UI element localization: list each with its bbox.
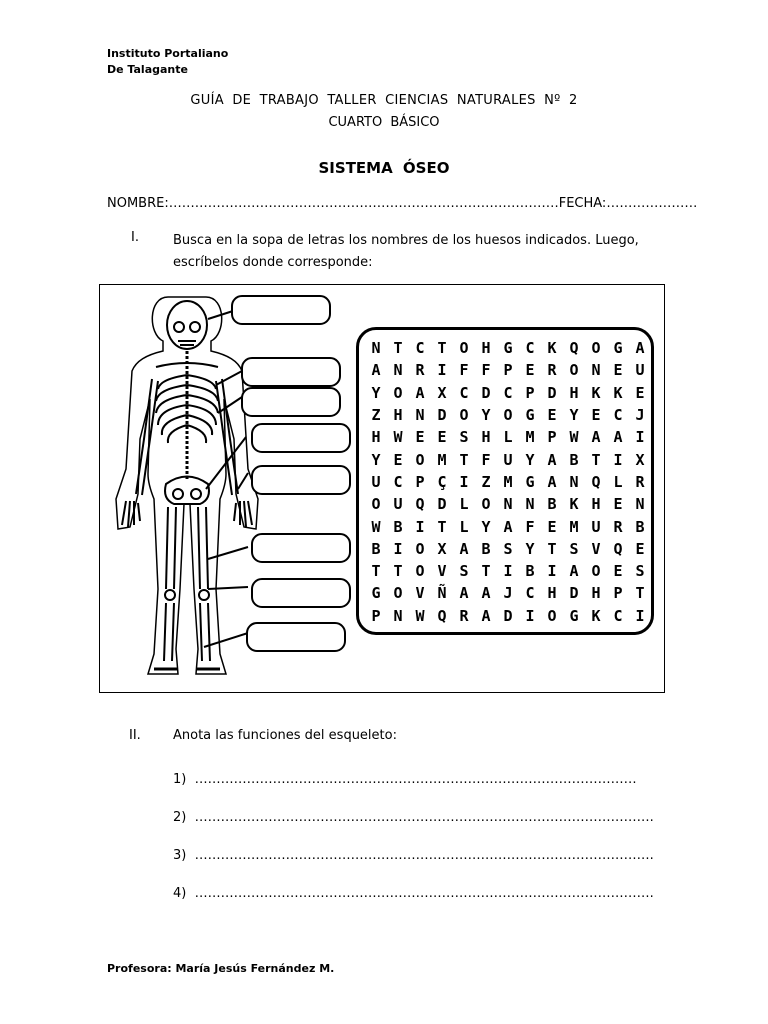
word-search-letter[interactable]: E bbox=[547, 406, 557, 425]
word-search-letter[interactable]: U bbox=[635, 361, 645, 380]
word-search-letter[interactable]: K bbox=[591, 606, 601, 625]
word-search-letter[interactable]: R bbox=[459, 606, 469, 625]
teacher-name: Profesora: María Jesús Fernández M. bbox=[107, 962, 335, 975]
word-search-letter[interactable]: X bbox=[437, 539, 447, 558]
word-search-letter[interactable]: U bbox=[371, 472, 381, 491]
word-search-letter[interactable]: C bbox=[525, 339, 535, 358]
word-search-letter[interactable]: G bbox=[503, 339, 513, 358]
word-search-letter[interactable]: A bbox=[569, 562, 579, 581]
institution-line-2: De Talagante bbox=[107, 63, 188, 76]
word-search-letter[interactable]: I bbox=[547, 562, 557, 581]
word-search-letter[interactable]: C bbox=[415, 339, 425, 358]
word-search-letter[interactable]: W bbox=[569, 428, 579, 447]
word-search-letter[interactable]: E bbox=[437, 428, 447, 447]
function-line-4[interactable] bbox=[173, 886, 654, 901]
word-search-letter[interactable]: G bbox=[371, 584, 381, 603]
word-search-letter[interactable]: H bbox=[393, 406, 403, 425]
word-search-letter[interactable]: K bbox=[547, 339, 557, 358]
bone-label-box-4[interactable] bbox=[251, 423, 351, 453]
word-search-row bbox=[365, 471, 651, 493]
section-1-numeral: I. bbox=[131, 230, 139, 245]
word-search-letter[interactable]: Q bbox=[569, 339, 579, 358]
bone-label-box-8[interactable] bbox=[246, 622, 346, 652]
word-search-letter[interactable]: W bbox=[393, 428, 403, 447]
word-search-letter[interactable]: I bbox=[635, 428, 645, 447]
word-search-letter[interactable]: T bbox=[393, 562, 403, 581]
word-search-letter[interactable]: F bbox=[481, 450, 491, 469]
word-search-letter[interactable]: D bbox=[437, 406, 447, 425]
word-search-letter[interactable]: B bbox=[393, 517, 403, 536]
word-search-letter[interactable]: C bbox=[459, 383, 469, 402]
word-search-letter[interactable]: H bbox=[591, 584, 601, 603]
word-search-letter[interactable]: W bbox=[415, 606, 425, 625]
word-search-letter[interactable]: S bbox=[635, 562, 645, 581]
word-search-letter[interactable]: V bbox=[591, 539, 601, 558]
word-search-letter[interactable]: X bbox=[437, 383, 447, 402]
word-search-letter[interactable]: T bbox=[371, 562, 381, 581]
word-search-letter[interactable]: Z bbox=[371, 406, 381, 425]
word-search-letter[interactable]: R bbox=[613, 517, 623, 536]
word-search-letter[interactable]: G bbox=[613, 339, 623, 358]
word-search-letter[interactable]: A bbox=[591, 428, 601, 447]
word-search-letter[interactable]: A bbox=[415, 383, 425, 402]
word-search-letter[interactable]: U bbox=[503, 450, 513, 469]
word-search-letter[interactable]: T bbox=[635, 584, 645, 603]
word-search-letter[interactable]: Y bbox=[525, 539, 535, 558]
word-search-row bbox=[365, 337, 651, 359]
word-search-letter[interactable]: Y bbox=[481, 517, 491, 536]
function-blank[interactable]: ………………………………………………………………………………………… bbox=[194, 772, 637, 787]
word-search-letter[interactable]: O bbox=[371, 495, 381, 514]
bone-label-box-2[interactable] bbox=[241, 357, 341, 387]
word-search-letter[interactable]: Q bbox=[591, 472, 601, 491]
word-search-letter[interactable]: D bbox=[437, 495, 447, 514]
word-search-letter[interactable]: A bbox=[481, 584, 491, 603]
word-search-letter[interactable]: O bbox=[547, 606, 557, 625]
word-search-letter[interactable]: Ç bbox=[437, 472, 447, 491]
word-search-letter[interactable]: A bbox=[547, 472, 557, 491]
word-search-letter[interactable]: E bbox=[613, 495, 623, 514]
function-blank[interactable]: ……………………………………………………………………………………………. bbox=[194, 810, 654, 825]
word-search-letter[interactable]: O bbox=[569, 361, 579, 380]
word-search-letter[interactable]: S bbox=[459, 562, 469, 581]
word-search-letter[interactable]: A bbox=[613, 428, 623, 447]
word-search-letter[interactable]: E bbox=[547, 517, 557, 536]
name-label: NOMBRE: bbox=[107, 196, 169, 211]
word-search-letter[interactable]: I bbox=[525, 606, 535, 625]
word-search-letter[interactable]: R bbox=[635, 472, 645, 491]
word-search-letter[interactable]: R bbox=[415, 361, 425, 380]
word-search-letter[interactable]: N bbox=[525, 495, 535, 514]
word-search-letter[interactable]: I bbox=[613, 450, 623, 469]
word-search-letter[interactable]: L bbox=[459, 495, 469, 514]
word-search-letter[interactable]: N bbox=[415, 406, 425, 425]
word-search-letter[interactable]: L bbox=[459, 517, 469, 536]
word-search-letter[interactable]: Q bbox=[415, 495, 425, 514]
word-search-row bbox=[365, 493, 651, 515]
word-search-letter[interactable]: O bbox=[459, 339, 469, 358]
word-search-letter[interactable]: N bbox=[371, 339, 381, 358]
word-search-letter[interactable]: B bbox=[635, 517, 645, 536]
word-search-letter[interactable]: E bbox=[635, 383, 645, 402]
word-search-letter[interactable]: N bbox=[569, 472, 579, 491]
word-search-letter[interactable]: C bbox=[503, 383, 513, 402]
word-search-letter[interactable]: P bbox=[525, 383, 535, 402]
bone-label-box-6[interactable] bbox=[251, 533, 351, 563]
section-2-instruction: Anota las funciones del esqueleto: bbox=[173, 728, 397, 743]
word-search-letter[interactable]: O bbox=[591, 339, 601, 358]
word-search-letter[interactable]: D bbox=[569, 584, 579, 603]
word-search-letter[interactable]: R bbox=[547, 361, 557, 380]
word-search-letter[interactable]: T bbox=[591, 450, 601, 469]
word-search-letter[interactable]: X bbox=[635, 450, 645, 469]
word-search-table bbox=[365, 337, 651, 627]
section-1-instruction: Busca en la sopa de letras los nombres de los huesos indicados. Luego, escríbelos donde corresponde: bbox=[173, 233, 639, 270]
word-search-letter[interactable]: G bbox=[525, 472, 535, 491]
word-search-letter[interactable]: O bbox=[415, 562, 425, 581]
word-search-letter[interactable]: A bbox=[503, 517, 513, 536]
word-search-letter[interactable]: I bbox=[393, 539, 403, 558]
word-search-letter[interactable]: N bbox=[393, 606, 403, 625]
word-search-letter[interactable]: C bbox=[525, 584, 535, 603]
word-search-letter[interactable]: I bbox=[415, 517, 425, 536]
function-line-2[interactable] bbox=[173, 810, 654, 825]
word-search-letter[interactable]: N bbox=[393, 361, 403, 380]
date-blank[interactable]: ………………… bbox=[606, 196, 698, 211]
word-search-letter[interactable]: N bbox=[503, 495, 513, 514]
student-info-line bbox=[107, 196, 697, 211]
institution-name bbox=[107, 46, 228, 78]
function-number: 1) bbox=[173, 772, 187, 787]
word-search-letter[interactable]: J bbox=[503, 584, 513, 603]
word-search-letter[interactable]: T bbox=[481, 562, 491, 581]
word-search-letter[interactable]: A bbox=[481, 606, 491, 625]
word-search-letter[interactable]: T bbox=[437, 339, 447, 358]
section-2-numeral: II. bbox=[129, 728, 141, 743]
word-search-letter[interactable]: I bbox=[459, 472, 469, 491]
word-search-letter[interactable]: Q bbox=[437, 606, 447, 625]
word-search-letter[interactable]: V bbox=[437, 562, 447, 581]
word-search-letter[interactable]: Y bbox=[371, 383, 381, 402]
word-search-letter[interactable]: I bbox=[503, 562, 513, 581]
word-search-letter[interactable]: M bbox=[525, 428, 535, 447]
word-search-row bbox=[365, 560, 651, 582]
word-search-letter[interactable]: F bbox=[481, 361, 491, 380]
word-search-letter[interactable]: D bbox=[503, 606, 513, 625]
word-search-letter[interactable]: Y bbox=[481, 406, 491, 425]
bone-label-box-3[interactable] bbox=[241, 387, 341, 417]
word-search-letter[interactable]: P bbox=[547, 428, 557, 447]
word-search-letter[interactable]: O bbox=[503, 406, 513, 425]
word-search-letter[interactable]: P bbox=[613, 584, 623, 603]
word-search-letter[interactable]: H bbox=[591, 495, 601, 514]
word-search-letter[interactable]: F bbox=[459, 361, 469, 380]
word-search-letter[interactable]: E bbox=[613, 361, 623, 380]
function-number: 3) bbox=[173, 848, 187, 863]
word-search-letter[interactable]: L bbox=[503, 428, 513, 447]
word-search-letter[interactable]: N bbox=[635, 495, 645, 514]
word-search-row bbox=[365, 426, 651, 448]
word-search-row bbox=[365, 382, 651, 404]
word-search-letter[interactable]: Z bbox=[481, 472, 491, 491]
word-search-letter[interactable]: Ñ bbox=[437, 584, 447, 603]
word-search-letter[interactable]: T bbox=[459, 450, 469, 469]
word-search-letter[interactable]: O bbox=[481, 495, 491, 514]
word-search-letter[interactable]: G bbox=[525, 406, 535, 425]
word-search-letter[interactable]: B bbox=[547, 495, 557, 514]
grade-level: CUARTO BÁSICO bbox=[328, 115, 440, 130]
word-search-letter[interactable]: E bbox=[393, 450, 403, 469]
name-blank[interactable]: ……………………………………………………………………………… bbox=[168, 196, 559, 211]
word-search-letter[interactable]: C bbox=[613, 606, 623, 625]
word-search-letter[interactable]: H bbox=[547, 584, 557, 603]
word-search-letter[interactable]: V bbox=[415, 584, 425, 603]
word-search-letter[interactable]: M bbox=[437, 450, 447, 469]
word-search-letter[interactable]: S bbox=[459, 428, 469, 447]
word-search-letter[interactable]: A bbox=[459, 584, 469, 603]
word-search-row bbox=[365, 448, 651, 470]
word-search-letter[interactable]: D bbox=[547, 383, 557, 402]
word-search-letter[interactable]: B bbox=[481, 539, 491, 558]
word-search-letter[interactable]: O bbox=[415, 539, 425, 558]
word-search-letter[interactable]: H bbox=[481, 428, 491, 447]
institution-line-1: Instituto Portaliano bbox=[107, 47, 229, 60]
bone-label-box-7[interactable] bbox=[251, 578, 351, 608]
word-search-letter[interactable]: S bbox=[503, 539, 513, 558]
function-number: 2) bbox=[173, 810, 187, 825]
word-search-row bbox=[365, 605, 651, 627]
page-title: SISTEMA ÓSEO bbox=[318, 159, 450, 177]
word-search-row bbox=[365, 582, 651, 604]
word-search-letter[interactable]: A bbox=[371, 361, 381, 380]
word-search-letter[interactable]: U bbox=[591, 517, 601, 536]
word-search-letter[interactable]: E bbox=[635, 539, 645, 558]
word-search-row bbox=[365, 538, 651, 560]
word-search-letter[interactable]: B bbox=[525, 562, 535, 581]
word-search-letter[interactable]: K bbox=[569, 495, 579, 514]
word-search-letter[interactable]: H bbox=[371, 428, 381, 447]
word-search-letter[interactable]: P bbox=[503, 361, 513, 380]
word-search-letter[interactable]: M bbox=[503, 472, 513, 491]
word-search-letter[interactable]: T bbox=[437, 517, 447, 536]
word-search-row bbox=[365, 515, 651, 537]
word-search-letter[interactable]: T bbox=[547, 539, 557, 558]
function-blank[interactable]: ……………………………………………………………………………………………. bbox=[194, 848, 654, 863]
word-search-letter[interactable]: A bbox=[547, 450, 557, 469]
word-search-row bbox=[365, 404, 651, 426]
word-search-letter[interactable]: I bbox=[437, 361, 447, 380]
word-search-grid bbox=[356, 327, 654, 635]
word-search-letter[interactable]: O bbox=[393, 584, 403, 603]
word-search-letter[interactable]: B bbox=[569, 450, 579, 469]
word-search-letter[interactable]: O bbox=[415, 450, 425, 469]
word-search-letter[interactable]: B bbox=[371, 539, 381, 558]
word-search-letter[interactable]: L bbox=[613, 472, 623, 491]
word-search-letter[interactable]: O bbox=[393, 383, 403, 402]
guide-title: GUÍA DE TRABAJO TALLER CIENCIAS NATURALES Nº 2 bbox=[190, 93, 578, 108]
word-search-letter[interactable]: J bbox=[635, 406, 645, 425]
word-search-letter[interactable]: E bbox=[591, 406, 601, 425]
word-search-letter[interactable]: E bbox=[613, 562, 623, 581]
word-search-letter[interactable]: F bbox=[525, 517, 535, 536]
word-search-letter[interactable]: Q bbox=[613, 539, 623, 558]
word-search-letter[interactable]: O bbox=[459, 406, 469, 425]
word-search-letter[interactable]: Y bbox=[525, 450, 535, 469]
word-search-letter[interactable]: T bbox=[393, 339, 403, 358]
word-search-letter[interactable]: Y bbox=[569, 406, 579, 425]
function-line-3[interactable] bbox=[173, 848, 654, 863]
word-search-row bbox=[365, 359, 651, 381]
word-search-letter[interactable]: E bbox=[525, 361, 535, 380]
word-search-letter[interactable]: O bbox=[591, 562, 601, 581]
word-search-letter[interactable]: N bbox=[591, 361, 601, 380]
word-search-letter[interactable]: K bbox=[591, 383, 601, 402]
bone-label-box-1[interactable] bbox=[231, 295, 331, 325]
word-search-letter[interactable]: M bbox=[569, 517, 579, 536]
word-search-letter[interactable]: W bbox=[371, 517, 381, 536]
word-search-letter[interactable]: E bbox=[415, 428, 425, 447]
word-search-letter[interactable]: H bbox=[481, 339, 491, 358]
date-label: FECHA: bbox=[558, 196, 607, 211]
word-search-letter[interactable]: H bbox=[569, 383, 579, 402]
word-search-letter[interactable]: C bbox=[393, 472, 403, 491]
word-search-letter[interactable]: Y bbox=[371, 450, 381, 469]
word-search-letter[interactable]: S bbox=[569, 539, 579, 558]
word-search-letter[interactable]: I bbox=[635, 606, 645, 625]
word-search-letter[interactable]: A bbox=[635, 339, 645, 358]
function-line-1[interactable] bbox=[173, 772, 637, 787]
bone-label-box-5[interactable] bbox=[251, 465, 351, 495]
function-number: 4) bbox=[173, 886, 187, 901]
word-search-letter[interactable]: A bbox=[459, 539, 469, 558]
word-search-letter[interactable]: K bbox=[613, 383, 623, 402]
function-blank[interactable]: ……………………………………………………………………………………………. bbox=[194, 886, 654, 901]
word-search-letter[interactable]: U bbox=[393, 495, 403, 514]
word-search-letter[interactable]: D bbox=[481, 383, 491, 402]
word-search-letter[interactable]: G bbox=[569, 606, 579, 625]
word-search-letter[interactable]: P bbox=[371, 606, 381, 625]
word-search-letter[interactable]: C bbox=[613, 406, 623, 425]
word-search-letter[interactable]: P bbox=[415, 472, 425, 491]
